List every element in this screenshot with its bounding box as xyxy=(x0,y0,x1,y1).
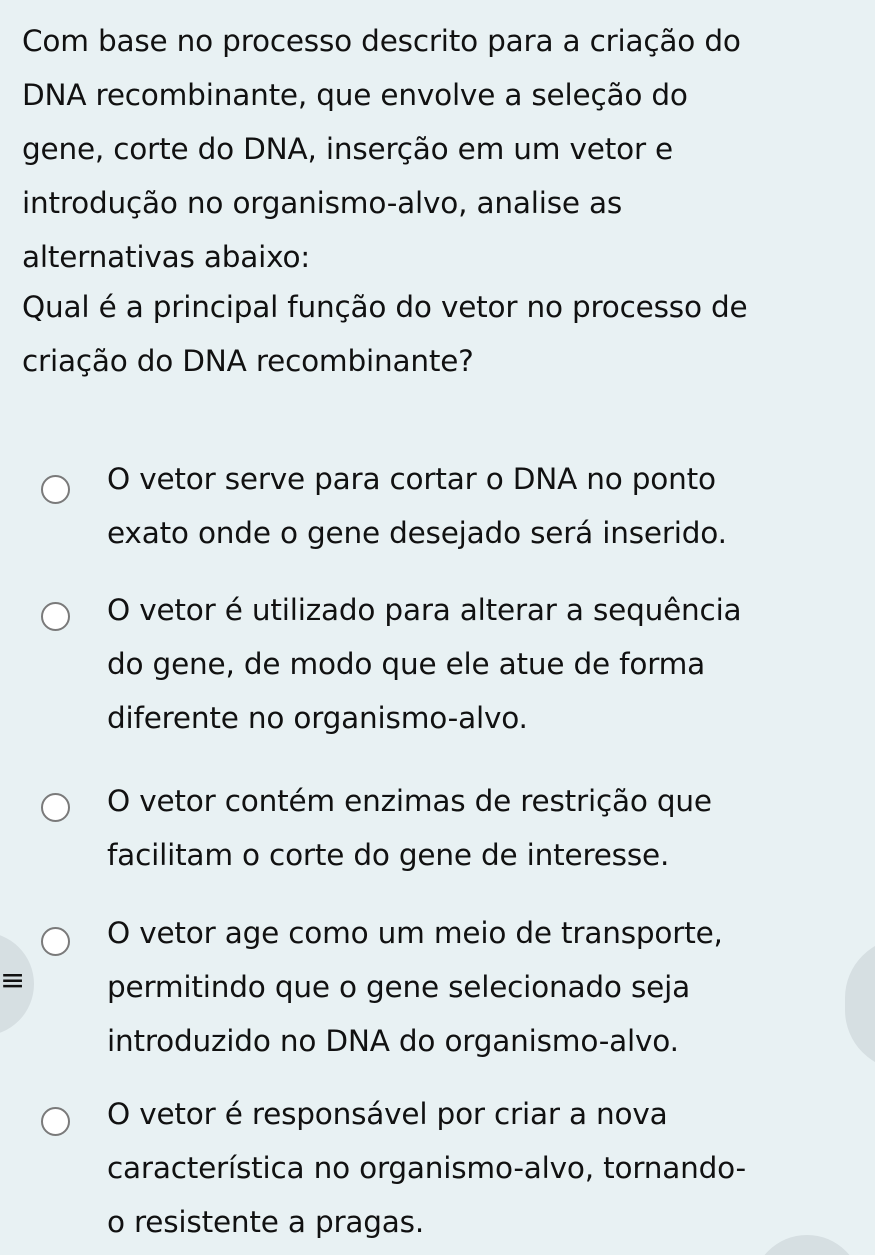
answer-option-text xyxy=(107,774,857,882)
question-context xyxy=(22,14,867,284)
radio-button[interactable] xyxy=(41,602,70,631)
option-line: introduzido no DNA do organismo-alvo. xyxy=(107,1024,679,1058)
option-line: permitindo que o gene selecionado seja xyxy=(107,970,690,1004)
option-line: diferente no organismo-alvo. xyxy=(107,701,528,735)
context-line: DNA recombinante, que envolve a seleção do xyxy=(22,78,688,112)
answer-option-text xyxy=(107,583,857,745)
menu-icon: ≡ xyxy=(0,963,26,998)
question-text xyxy=(22,280,867,388)
option-line: do gene, de modo que ele atue de forma xyxy=(107,647,706,681)
radio-button[interactable] xyxy=(41,793,70,822)
radio-button[interactable] xyxy=(41,1107,70,1136)
option-line: O vetor age como um meio de transporte, xyxy=(107,916,723,950)
radio-button[interactable] xyxy=(41,927,70,956)
answer-option-3[interactable] xyxy=(0,774,875,914)
context-line: Com base no processo descrito para a criação do xyxy=(22,24,741,58)
answer-option-5[interactable] xyxy=(0,1087,875,1239)
answer-option-text xyxy=(107,906,857,1068)
answer-option-text xyxy=(107,452,857,560)
question-line: Qual é a principal função do vetor no processo de xyxy=(22,290,748,324)
radio-button[interactable] xyxy=(41,475,70,504)
option-line: característica no organismo-alvo, tornando- xyxy=(107,1151,746,1185)
option-line: O vetor é utilizado para alterar a sequência xyxy=(107,593,742,627)
option-line: exato onde o gene desejado será inserido. xyxy=(107,516,727,550)
answer-option-1[interactable] xyxy=(0,452,875,592)
context-line: gene, corte do DNA, inserção em um vetor e xyxy=(22,132,673,166)
answer-option-text xyxy=(107,1087,857,1249)
context-line: introdução no organismo-alvo, analise as xyxy=(22,186,623,220)
option-line: O vetor contém enzimas de restrição que xyxy=(107,784,712,818)
answer-option-4[interactable] xyxy=(0,906,875,1058)
option-line: facilitam o corte do gene de interesse. xyxy=(107,838,670,872)
context-line: alternativas abaixo: xyxy=(22,240,311,274)
option-line: o resistente a pragas. xyxy=(107,1205,425,1239)
question-line: criação do DNA recombinante? xyxy=(22,344,474,378)
answer-option-2[interactable] xyxy=(0,583,875,735)
option-line: O vetor serve para cortar o DNA no ponto xyxy=(107,462,716,496)
option-line: O vetor é responsável por criar a nova xyxy=(107,1097,668,1131)
